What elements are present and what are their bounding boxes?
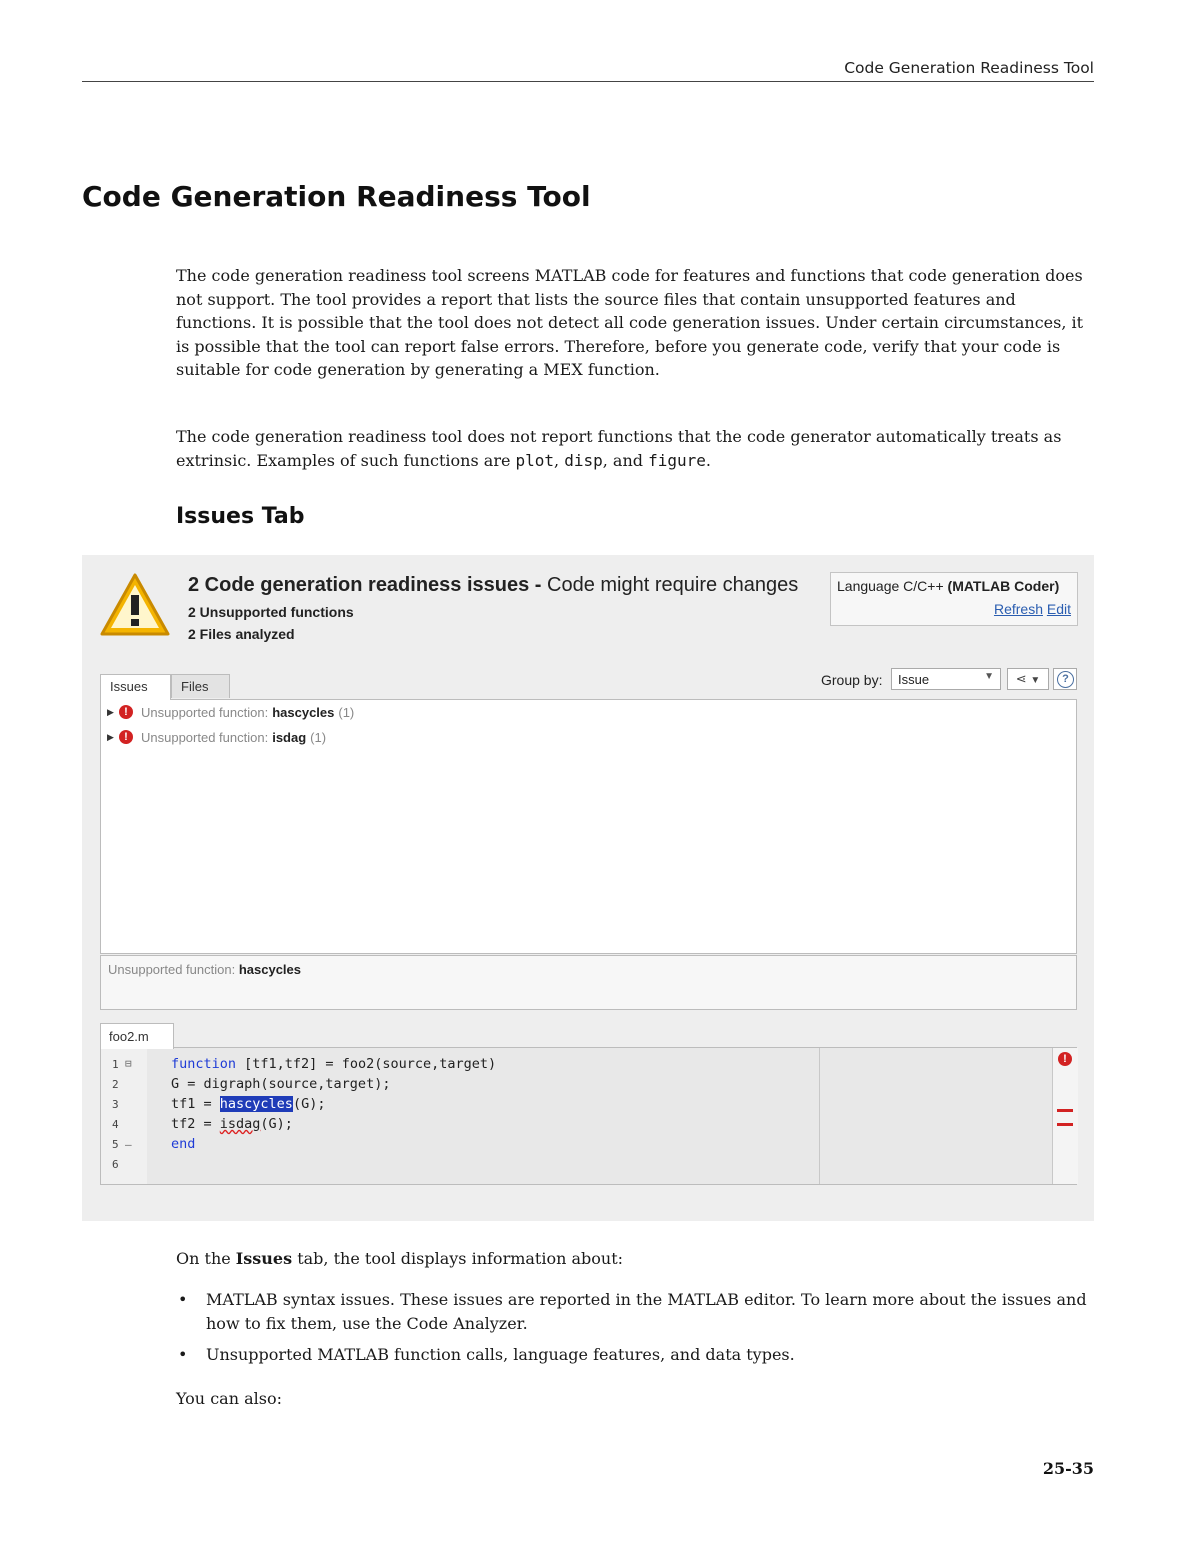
help-button[interactable] — [1053, 668, 1077, 690]
bullet-icon: • — [178, 1345, 188, 1364]
issue-label: Unsupported function: — [141, 704, 269, 720]
error-isdag: isdag — [219, 1116, 261, 1132]
issue-function: isdag — [272, 729, 307, 745]
page-title: Code Generation Readiness Tool — [82, 180, 591, 213]
code-line-4 — [171, 1116, 293, 1132]
issue-count: (1) — [310, 729, 327, 745]
line-number: 4 — [112, 1118, 119, 1131]
selected-hascycles: hascycles — [219, 1096, 293, 1112]
error-marker[interactable] — [1057, 1109, 1073, 1112]
help-icon: ? — [1057, 671, 1074, 688]
group-by-label: Group by: — [821, 672, 883, 688]
unsupported-count: 2 Unsupported functions — [188, 604, 354, 620]
tab-issues[interactable]: Issues — [100, 674, 171, 700]
keyword-function: function — [171, 1056, 237, 1072]
detail-function: hascycles — [238, 962, 301, 977]
intro-paragraph-1: The code generation readiness tool screens MATLAB code for features and functions that code generation does not support. The tool provides a report that lists the source files that contain unsupported features and functions. It is possible that the tool does not detect all code generation issues. Under certain circumstances, it is possible that the tool can report false errors. Therefore, before you generate code, verify that your code is suitable for code generation by generating a MEX function. — [176, 266, 1084, 379]
header-rule — [82, 81, 1094, 82]
language-label: Language C/C++ — [837, 578, 944, 594]
editor-right-pane — [820, 1048, 1052, 1184]
readiness-tool-screenshot — [82, 555, 1094, 1221]
warning-icon — [98, 571, 172, 639]
intro-p2-end: . — [705, 450, 711, 470]
bullet-text: Unsupported MATLAB function calls, language features, and data types. — [206, 1345, 795, 1364]
language-value: (MATLAB Coder) — [943, 578, 1060, 594]
page-number: 25-35 — [1042, 1459, 1094, 1478]
tab-files[interactable]: Files — [171, 674, 230, 698]
refresh-link[interactable]: Refresh — [993, 601, 1043, 617]
code-line-5: end — [171, 1136, 196, 1152]
running-header: Code Generation Readiness Tool — [844, 59, 1094, 77]
code-line-3 — [171, 1096, 325, 1112]
intro-p2-sep1: , — [554, 450, 565, 470]
chevron-down-icon: ▼ — [984, 671, 994, 682]
error-icon: ! — [119, 730, 133, 744]
code-line-3-post: (G); — [292, 1096, 326, 1112]
issue-function: hascycles — [272, 704, 335, 720]
summary-title-bold: 2 Code generation readiness issues - — [188, 574, 542, 596]
summary-title — [188, 574, 798, 597]
line-number: 5 — [112, 1138, 119, 1151]
group-by-select[interactable] — [891, 668, 1001, 690]
code-editor[interactable] — [100, 1047, 1077, 1185]
issue-detail — [100, 955, 1077, 1010]
issue-label: Unsupported function: — [141, 729, 269, 745]
code-line-4-post: (G); — [260, 1116, 293, 1132]
section-title: Issues Tab — [176, 504, 305, 529]
files-count: 2 Files analyzed — [188, 626, 295, 642]
code-plot: plot — [515, 450, 555, 470]
expand-icon[interactable]: ▶ — [107, 706, 114, 717]
p3-pre: On the — [176, 1249, 236, 1268]
bullet-text: MATLAB syntax issues. These issues are reported in the MATLAB editor. To learn more about the issues and how to fix them, use the Code Analyzer. — [206, 1290, 1087, 1333]
code-disp: disp — [564, 450, 603, 470]
code-line-2: G = digraph(source,target); — [171, 1076, 391, 1092]
line-number: 1 — [112, 1058, 119, 1071]
list-item — [176, 1343, 1094, 1367]
line-number: 6 — [112, 1158, 119, 1171]
p3-post: tab, the tool displays information about: — [292, 1249, 624, 1268]
summary-title-rest: Code might require changes — [541, 574, 799, 596]
code-line-1 — [171, 1056, 496, 1072]
error-marker[interactable] — [1057, 1123, 1073, 1126]
code-line-3-pre: tf1 = — [171, 1096, 220, 1112]
fold-icon[interactable]: ⊟ — [125, 1057, 132, 1070]
code-line-4-pre: tf2 = — [171, 1116, 220, 1132]
group-by-value: Issue — [898, 672, 930, 687]
edit-link[interactable]: Edit — [1046, 601, 1071, 617]
issues-tab-intro — [176, 1247, 1094, 1271]
share-button[interactable] — [1007, 668, 1049, 690]
issue-count: (1) — [338, 704, 355, 720]
share-chevron-icon: ▼ — [1030, 675, 1041, 686]
expand-icon[interactable]: ▶ — [107, 731, 114, 742]
code-figure: figure — [648, 450, 706, 470]
p3-bold: Issues — [235, 1249, 293, 1268]
intro-p2-sep2: , and — [602, 450, 649, 470]
file-tab-foo2[interactable]: foo2.m — [100, 1023, 174, 1049]
line-number: 2 — [112, 1078, 119, 1091]
intro-paragraph-2 — [176, 425, 1094, 472]
language-text — [837, 578, 1059, 594]
language-links — [994, 601, 1071, 617]
line-gutter — [101, 1048, 146, 1184]
you-can-also: You can also: — [176, 1389, 282, 1408]
fold-end-icon: – — [125, 1138, 132, 1151]
error-icon[interactable]: ! — [1058, 1052, 1072, 1066]
issues-list — [100, 699, 1077, 954]
intro-p2-text: The code generation readiness tool does not report functions that the code generator automatically treats as extrinsic. Examples of such functions are — [176, 427, 1062, 470]
error-icon: ! — [119, 705, 133, 719]
issue-row[interactable] — [107, 703, 354, 721]
error-marker-bar — [1052, 1048, 1078, 1184]
code-line-1-rest: [tf1,tf2] = foo2(source,target) — [236, 1056, 497, 1072]
issue-row[interactable] — [107, 728, 326, 746]
info-bullet-list — [176, 1288, 1094, 1375]
line-number: 3 — [112, 1098, 119, 1111]
language-panel — [830, 572, 1078, 626]
detail-label: Unsupported function: — [108, 962, 236, 977]
list-item — [176, 1288, 1094, 1335]
code-area[interactable] — [147, 1048, 820, 1184]
bullet-icon: • — [178, 1290, 188, 1309]
share-icon: ⋖ — [1015, 671, 1027, 686]
